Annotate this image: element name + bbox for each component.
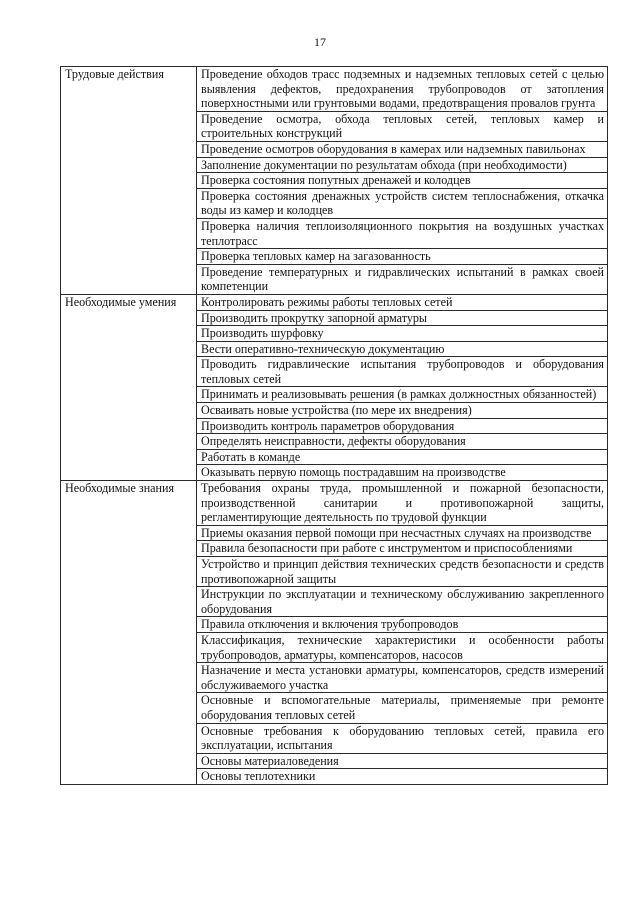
requirement-item: Вести оперативно-техническую документацию (197, 341, 608, 357)
requirements-table (60, 66, 608, 785)
requirement-item: Принимать и реализовывать решения (в рамках должностных обязанностей) (197, 387, 608, 403)
table-row (61, 481, 608, 526)
requirement-item: Основные требования к оборудованию тепловых сетей, правила его эксплуатации, испытания (197, 723, 608, 753)
requirement-item: Проверка наличия теплоизоляционного покрытия на воздушных участках теплотрасс (197, 218, 608, 248)
requirement-item: Определять неисправности, дефекты оборудования (197, 434, 608, 450)
requirement-item: Проведение температурных и гидравлических испытаний в рамках своей компетенции (197, 264, 608, 294)
requirement-item: Устройство и принцип действия технических средств безопасности и средств противопожарной защиты (197, 557, 608, 587)
requirement-item: Основы теплотехники (197, 769, 608, 785)
page-number: 17 (314, 35, 326, 49)
requirement-item: Основные и вспомогательные материалы, применяемые при ремонте оборудования тепловых сетей (197, 693, 608, 723)
requirement-item: Проведение обходов трасс подземных и надземных тепловых сетей с целью выявления дефектов, предохранения трубопроводов от затопления поверхностными или грунтовыми водами, предотвращения провалов грунта (197, 67, 608, 112)
requirement-item: Проверка состояния попутных дренажей и колодцев (197, 173, 608, 189)
table-row (61, 294, 608, 310)
requirement-item: Проверка состояния дренажных устройств систем теплоснабжения, откачка воды из камер и колодцев (197, 188, 608, 218)
requirement-item: Основы материаловедения (197, 753, 608, 769)
requirement-item: Контролировать режимы работы тепловых сетей (197, 294, 608, 310)
requirement-item: Осваивать новые устройства (по мере их внедрения) (197, 403, 608, 419)
requirement-item: Правила отключения и включения трубопроводов (197, 617, 608, 633)
table-body (61, 67, 608, 785)
requirement-item: Правила безопасности при работе с инструментом и приспособлениями (197, 541, 608, 557)
requirement-item: Классификация, технические характеристики и особенности работы трубопроводов, арматуры, компенсаторов, насосов (197, 632, 608, 662)
requirement-item: Проводить гидравлические испытания трубопроводов и оборудования тепловых сетей (197, 357, 608, 387)
requirement-item: Производить контроль параметров оборудования (197, 418, 608, 434)
requirement-item: Производить прокрутку запорной арматуры (197, 310, 608, 326)
requirement-item: Проверка тепловых камер на загазованность (197, 249, 608, 265)
requirement-item: Назначение и места установки арматуры, компенсаторов, средств измерений обслуживаемого участка (197, 663, 608, 693)
requirement-item: Инструкции по эксплуатации и техническому обслуживанию закрепленного оборудования (197, 587, 608, 617)
requirement-item: Требования охраны труда, промышленной и пожарной безопасности, производственной санитарии и противопожарной защиты, регламентирующие деятельность по трудовой функции (197, 481, 608, 526)
requirement-item: Проведение осмотра, обхода тепловых сетей, тепловых камер и строительных конструкций (197, 111, 608, 141)
requirement-item: Приемы оказания первой помощи при несчастных случаях на производстве (197, 525, 608, 541)
requirement-item: Проведение осмотров оборудования в камерах или надземных павильонах (197, 141, 608, 157)
table-row (61, 67, 608, 112)
requirement-item: Работать в команде (197, 449, 608, 465)
requirement-item: Производить шурфовку (197, 326, 608, 342)
section-label: Трудовые действия (61, 67, 197, 295)
section-label: Необходимые умения (61, 294, 197, 480)
requirement-item: Оказывать первую помощь пострадавшим на производстве (197, 465, 608, 481)
section-label: Необходимые знания (61, 481, 197, 785)
requirement-item: Заполнение документации по результатам обхода (при необходимости) (197, 157, 608, 173)
